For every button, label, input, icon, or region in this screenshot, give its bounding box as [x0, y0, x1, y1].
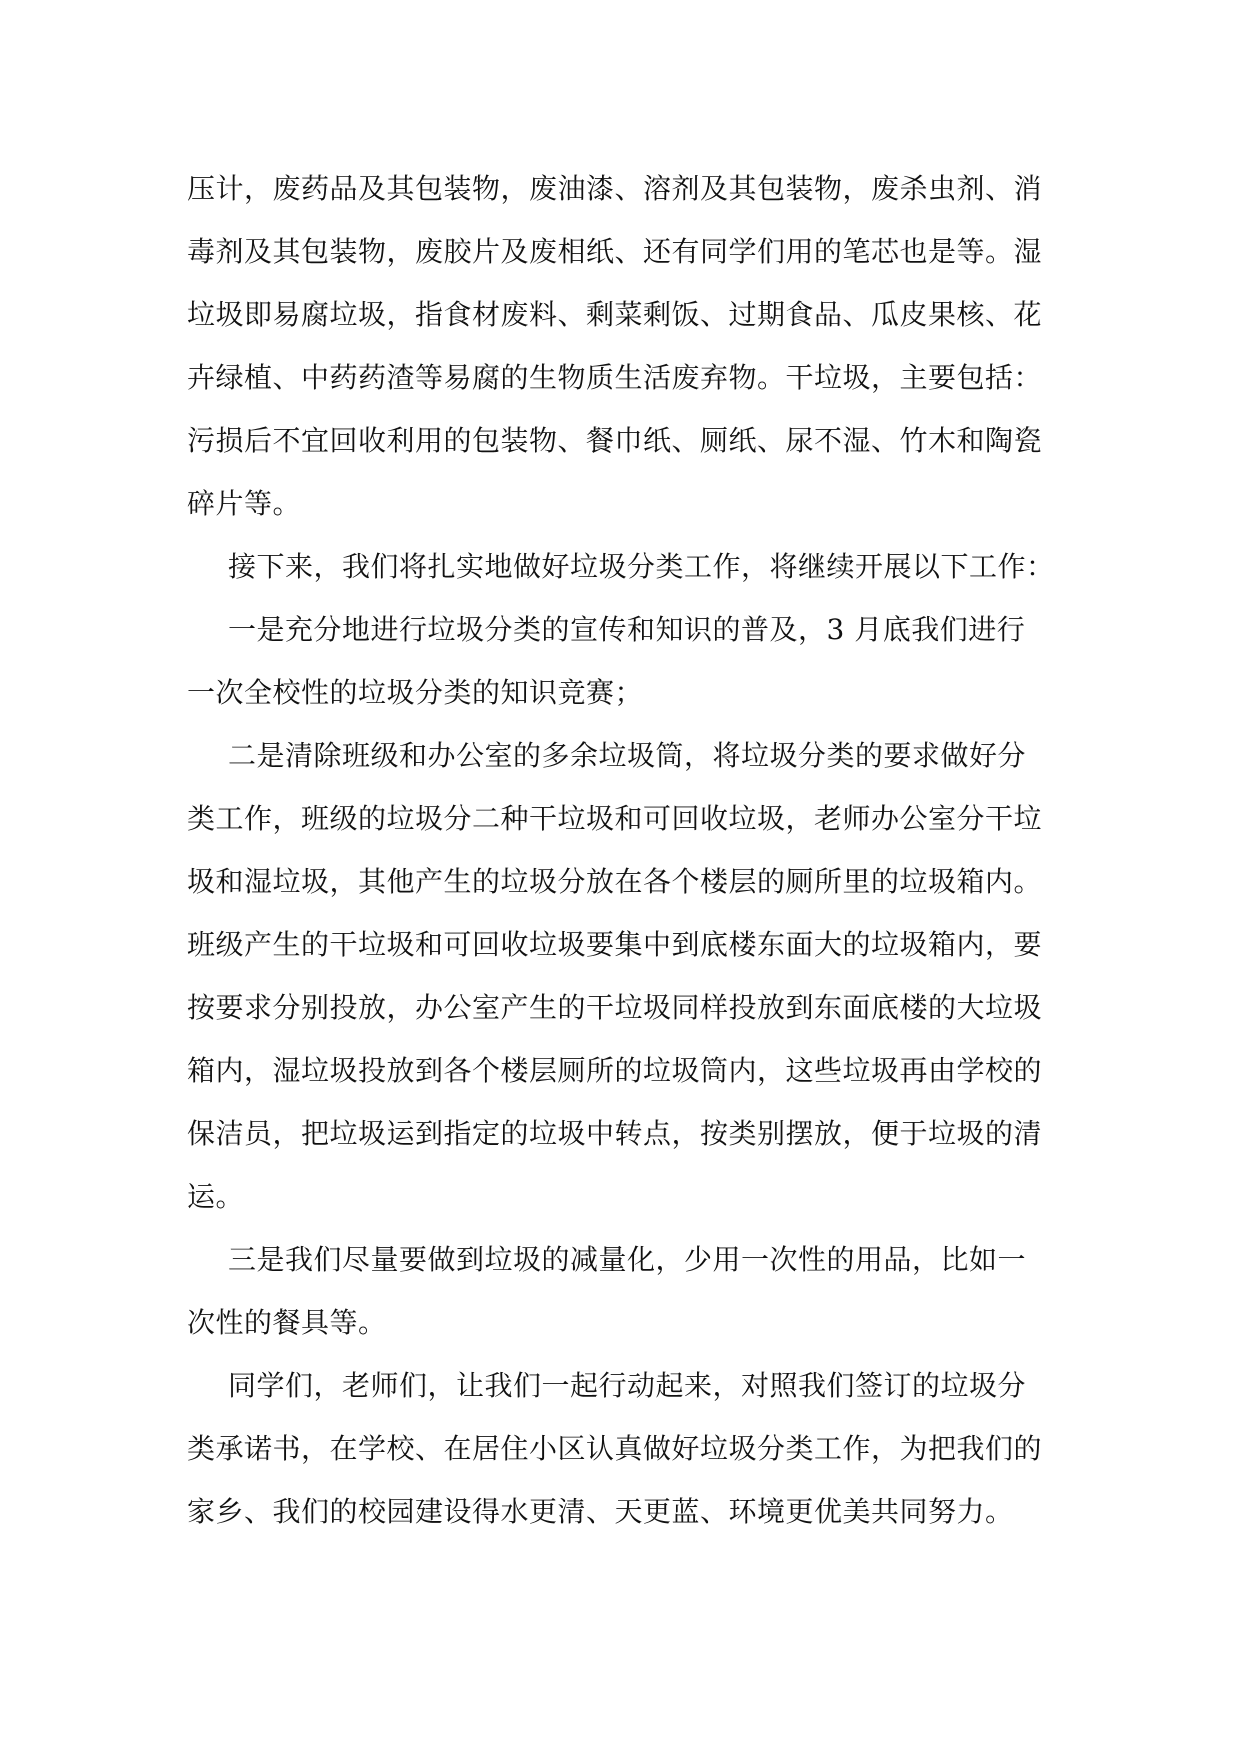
- text-line: 类工作，班级的垃圾分二种干垃圾和可回收垃圾，老师办公室分干垃: [187, 802, 1043, 835]
- text-line: 压计，废药品及其包装物，废油漆、溶剂及其包装物，废杀虫剂、消: [187, 172, 1043, 205]
- text-line: 运。: [187, 1180, 245, 1213]
- text-line: 一次全校性的垃圾分类的知识竞赛；: [187, 676, 644, 709]
- text-line: 班级产生的干垃圾和可回收垃圾要集中到底楼东面大的垃圾箱内，要: [187, 928, 1043, 961]
- text-line: 碎片等。: [187, 487, 302, 520]
- text-line: 圾和湿垃圾，其他产生的垃圾分放在各个楼层的厕所里的垃圾箱内。: [187, 865, 1043, 898]
- text-line: 垃圾即易腐垃圾，指食材废料、剩菜剩饭、过期食品、瓜皮果核、花: [187, 298, 1043, 331]
- text-line: 箱内，湿垃圾投放到各个楼层厕所的垃圾筒内，这些垃圾再由学校的: [187, 1054, 1043, 1087]
- document-body: [187, 157, 1055, 1543]
- paragraph-start-line: 同学们，老师们，让我们一起行动起来，对照我们签订的垃圾分: [228, 1369, 1027, 1402]
- text-line: 次性的餐具等。: [187, 1306, 387, 1339]
- paragraph-start-line: 接下来，我们将扎实地做好垃圾分类工作，将继续开展以下工作：: [228, 550, 1055, 583]
- text-line: 按要求分别投放，办公室产生的干垃圾同样投放到东面底楼的大垃圾: [187, 991, 1043, 1024]
- text-line: 家乡、我们的校园建设得水更清、天更蓝、环境更优美共同努力。: [187, 1495, 1014, 1528]
- text-line: 毒剂及其包装物，废胶片及废相纸、还有同学们用的笔芯也是等。湿: [187, 235, 1043, 268]
- paragraph-start-line: 一是充分地进行垃圾分类的宣传和知识的普及，3 月底我们进行: [228, 613, 1026, 646]
- paragraph-start-line: 二是清除班级和办公室的多余垃圾筒，将垃圾分类的要求做好分: [228, 739, 1027, 772]
- text-line: 保洁员，把垃圾运到指定的垃圾中转点，按类别摆放，便于垃圾的清: [187, 1117, 1043, 1150]
- text-line: 污损后不宜回收利用的包装物、餐巾纸、厕纸、尿不湿、竹木和陶瓷: [187, 424, 1043, 457]
- text-line: 卉绿植、中药药渣等易腐的生物质生活废弃物。干垃圾，主要包括：: [187, 361, 1043, 394]
- paragraph-start-line: 三是我们尽量要做到垃圾的减量化，少用一次性的用品，比如一: [228, 1243, 1027, 1276]
- text-line: 类承诺书，在学校、在居住小区认真做好垃圾分类工作，为把我们的: [187, 1432, 1043, 1465]
